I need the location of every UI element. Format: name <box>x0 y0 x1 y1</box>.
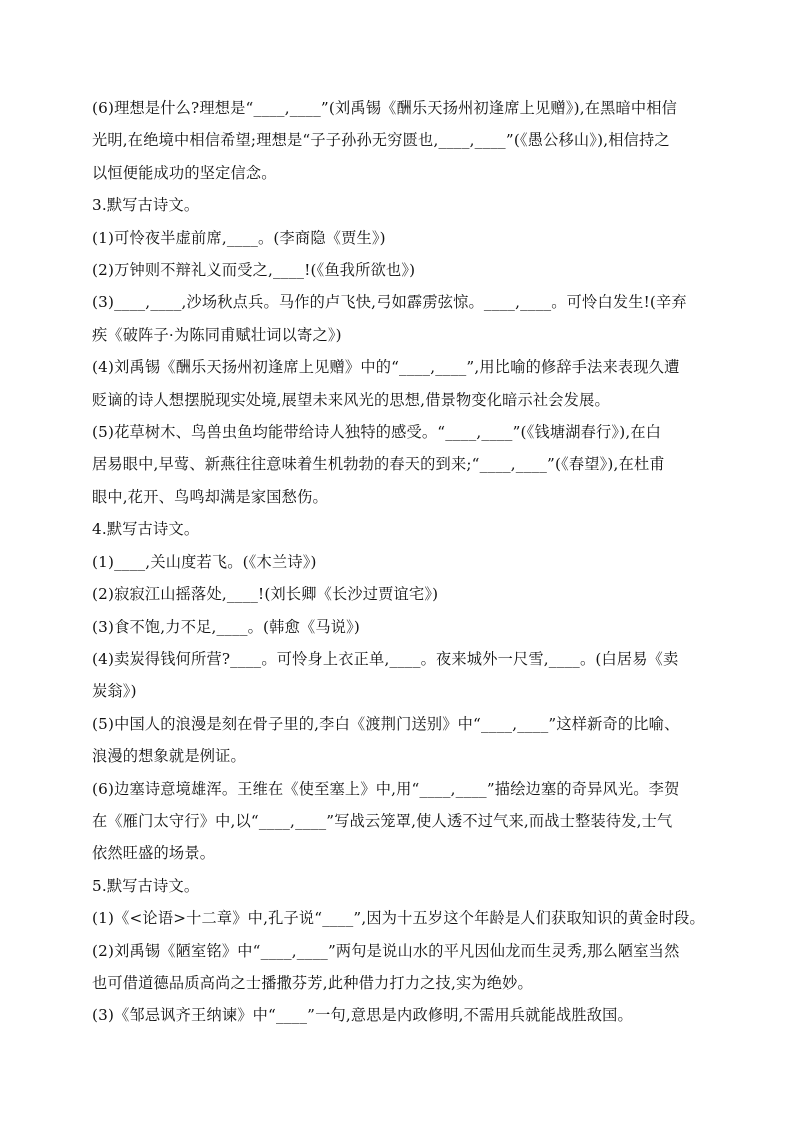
text-line: 疾《破阵子·为陈同甫赋壮词以寄之》) <box>92 325 342 344</box>
text-line: (1)《<论语>十二章》中,孔子说“____”,因为十五岁这个年龄是人们获取知识的黄金时段。 <box>92 909 705 928</box>
text-line: (3)食不饱,力不足,____。(韩愈《马说》) <box>92 617 361 636</box>
text-line: (3)____,____,沙场秋点兵。马作的卢飞快,弓如霹雳弦惊。____,____。可怜白发生!(辛弃 <box>92 293 687 312</box>
text-line: (2)寂寂江山摇落处,____!(刘长卿《长沙过贾谊宅》) <box>92 585 439 604</box>
text-line: (2)刘禹锡《陋室铭》中“____,____”两句是说山水的平凡因仙龙而生灵秀,那么陋室当然 <box>92 941 680 960</box>
text-line: (4)刘禹锡《酬乐天扬州初逢席上见赠》中的“____,____”,用比喻的修辞手法来表现久遭 <box>92 358 680 377</box>
text-line: (2)万钟则不辩礼义而受之,____!(《鱼我所欲也》) <box>92 261 416 280</box>
text-line: (4)卖炭得钱何所营?____。可怜身上衣正单,____。夜来城外一尺雪,____。(白居易《卖 <box>92 649 679 668</box>
text-line: (1)可怜夜半虚前席,____。(李商隐《贾生》) <box>92 228 386 247</box>
text-line: (1)____,关山度若飞。(《木兰诗》) <box>92 552 317 571</box>
document-page <box>92 92 706 1032</box>
section-heading: 3.默写古诗文。 <box>92 196 200 215</box>
text-line: (3)《邹忌讽齐王纳谏》中“____”一句,意思是内政修明,不需用兵就能战胜敌国。 <box>92 1006 633 1025</box>
text-line: 炭翁》) <box>92 682 137 701</box>
text-line: 贬谪的诗人想摆脱现实处境,展望未来风光的思想,借景物变化暗示社会发展。 <box>92 390 610 409</box>
text-line: (5)中国人的浪漫是刻在骨子里的,李白《渡荆门送别》中“____,____”这样新奇的比喻、 <box>92 714 680 733</box>
text-line: (6)边塞诗意境雄浑。王维在《使至塞上》中,用“____,____”描绘边塞的奇异风光。李贺 <box>92 779 680 798</box>
text-line: 依然旺盛的场景。 <box>92 844 216 863</box>
text-line: (6)理想是什么?理想是“____,____”(刘禹锡《酬乐天扬州初逢席上见赠》),在黑暗中相信 <box>92 99 678 117</box>
text-line: 以恒便能成功的坚定信念。 <box>92 163 277 182</box>
text-line: 眼中,花开、鸟鸣却满是家国愁伤。 <box>92 487 328 506</box>
text-line: 在《雁门太守行》中,以“____,____”写战云笼罩,使人透不过气来,而战士整装待发,士气 <box>92 811 673 830</box>
text-line: (5)花草树木、鸟兽虫鱼均能带给诗人独特的感受。“____,____”(《钱塘湖春行》),在白 <box>92 423 662 442</box>
section-heading: 5.默写古诗文。 <box>92 876 200 895</box>
section-heading: 4.默写古诗文。 <box>92 520 200 539</box>
text-line: 光明,在绝境中相信希望;理想是“子子孙孙无穷匮也,____,____”(《愚公移山》),相信持之 <box>92 131 670 150</box>
text-line: 也可借道德品质高尚之士播撒芬芳,此种借力打力之技,实为绝妙。 <box>92 973 533 992</box>
text-line: 浪漫的想象就是例证。 <box>92 747 246 766</box>
text-line: 居易眼中,早莺、新燕往往意味着生机勃勃的春天的到来;“____,____”(《春望》),在杜甫 <box>92 455 665 474</box>
